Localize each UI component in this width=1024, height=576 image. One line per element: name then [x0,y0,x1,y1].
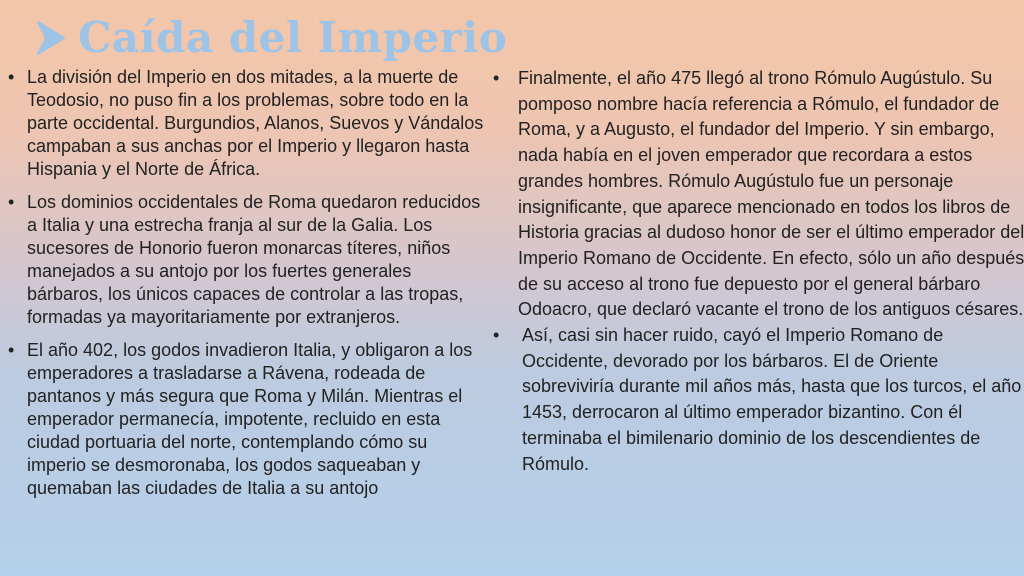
left-bullet-list [8,66,488,500]
left-paragraph-1-text: La división del Imperio en dos mitades, a la muerte de Teodosio, no puso fin a los problemas, sobre todo en la parte occidental. Burgundios, Alanos, Suevos y Vándalos campaban a sus anchas por el Imperio y llegaron hasta Hispania y el Norte de África. [27,67,484,179]
right-paragraph-1 [493,66,1024,323]
left-paragraph-2-text: Los dominios occidentales de Roma quedaron reducidos a Italia y una estrecha franja al sur de la Galia. Los sucesores de Honorio fueron monarcas títeres, niños manejados a su antojo por los fuertes generales bárbaros, los únicos capaces de controlar a las tropas, formadas ya mayoritariamente por extranjeros. [27,192,481,327]
bullet-icon: • [8,192,15,212]
arrow-bullet-icon [34,18,68,58]
bullet-icon: • [8,340,15,360]
bullet-icon: • [493,68,500,88]
bullet-icon: • [8,67,15,87]
left-paragraph-2 [8,191,488,329]
bullet-icon: • [493,325,500,346]
right-paragraph-1-text: Finalmente, el año 475 llegó al trono Rómulo Augústulo. Su pomposo nombre hacía referencia a Rómulo, el fundador de Roma, y a Augusto, el fundador del Imperio. Y sin embargo, nada había en el joven emperador que recordara a estos grandes hombres. Rómulo Augústulo fue un personaje insignificante, que aparece mencionado en todos los libros de Historia gracias al dudoso honor de ser el último emperador del Imperio Romano de Occidente. En efecto, sólo un año después de su acceso al trono fue depuesto por el general bárbaro Odoacro, que declaró vacante el trono de los antiguos césares. [518,68,1024,320]
left-paragraph-3 [8,339,488,500]
slide-title-text: Caída del Imperio [78,13,508,62]
right-column [493,66,1024,477]
slide-title [34,10,507,66]
right-bullet-list [493,66,1024,477]
left-column [8,66,488,510]
right-paragraph-2 [493,323,1024,477]
left-paragraph-3-text: El año 402, los godos invadieron Italia, y obligaron a los emperadores a trasladarse a Rávena, rodeada de pantanos y más segura que Roma y Milán. Mientras el emperador permanecía, impotente, recluido en esta ciudad portuaria del norte, contemplando cómo su imperio se desmoronaba, los godos saqueaban y quemaban las ciudades de Italia a su antojo [27,340,473,498]
left-paragraph-1 [8,66,488,181]
right-paragraph-2-text: Así, casi sin hacer ruido, cayó el Imperio Romano de Occidente, devorado por los bárbaros. El de Oriente sobreviviría durante mil años más, hasta que los turcos, el año 1453, derrocaron al último emperador bizantino. Con él terminaba el bimilenario dominio de los descendientes de Rómulo. [522,325,1022,474]
